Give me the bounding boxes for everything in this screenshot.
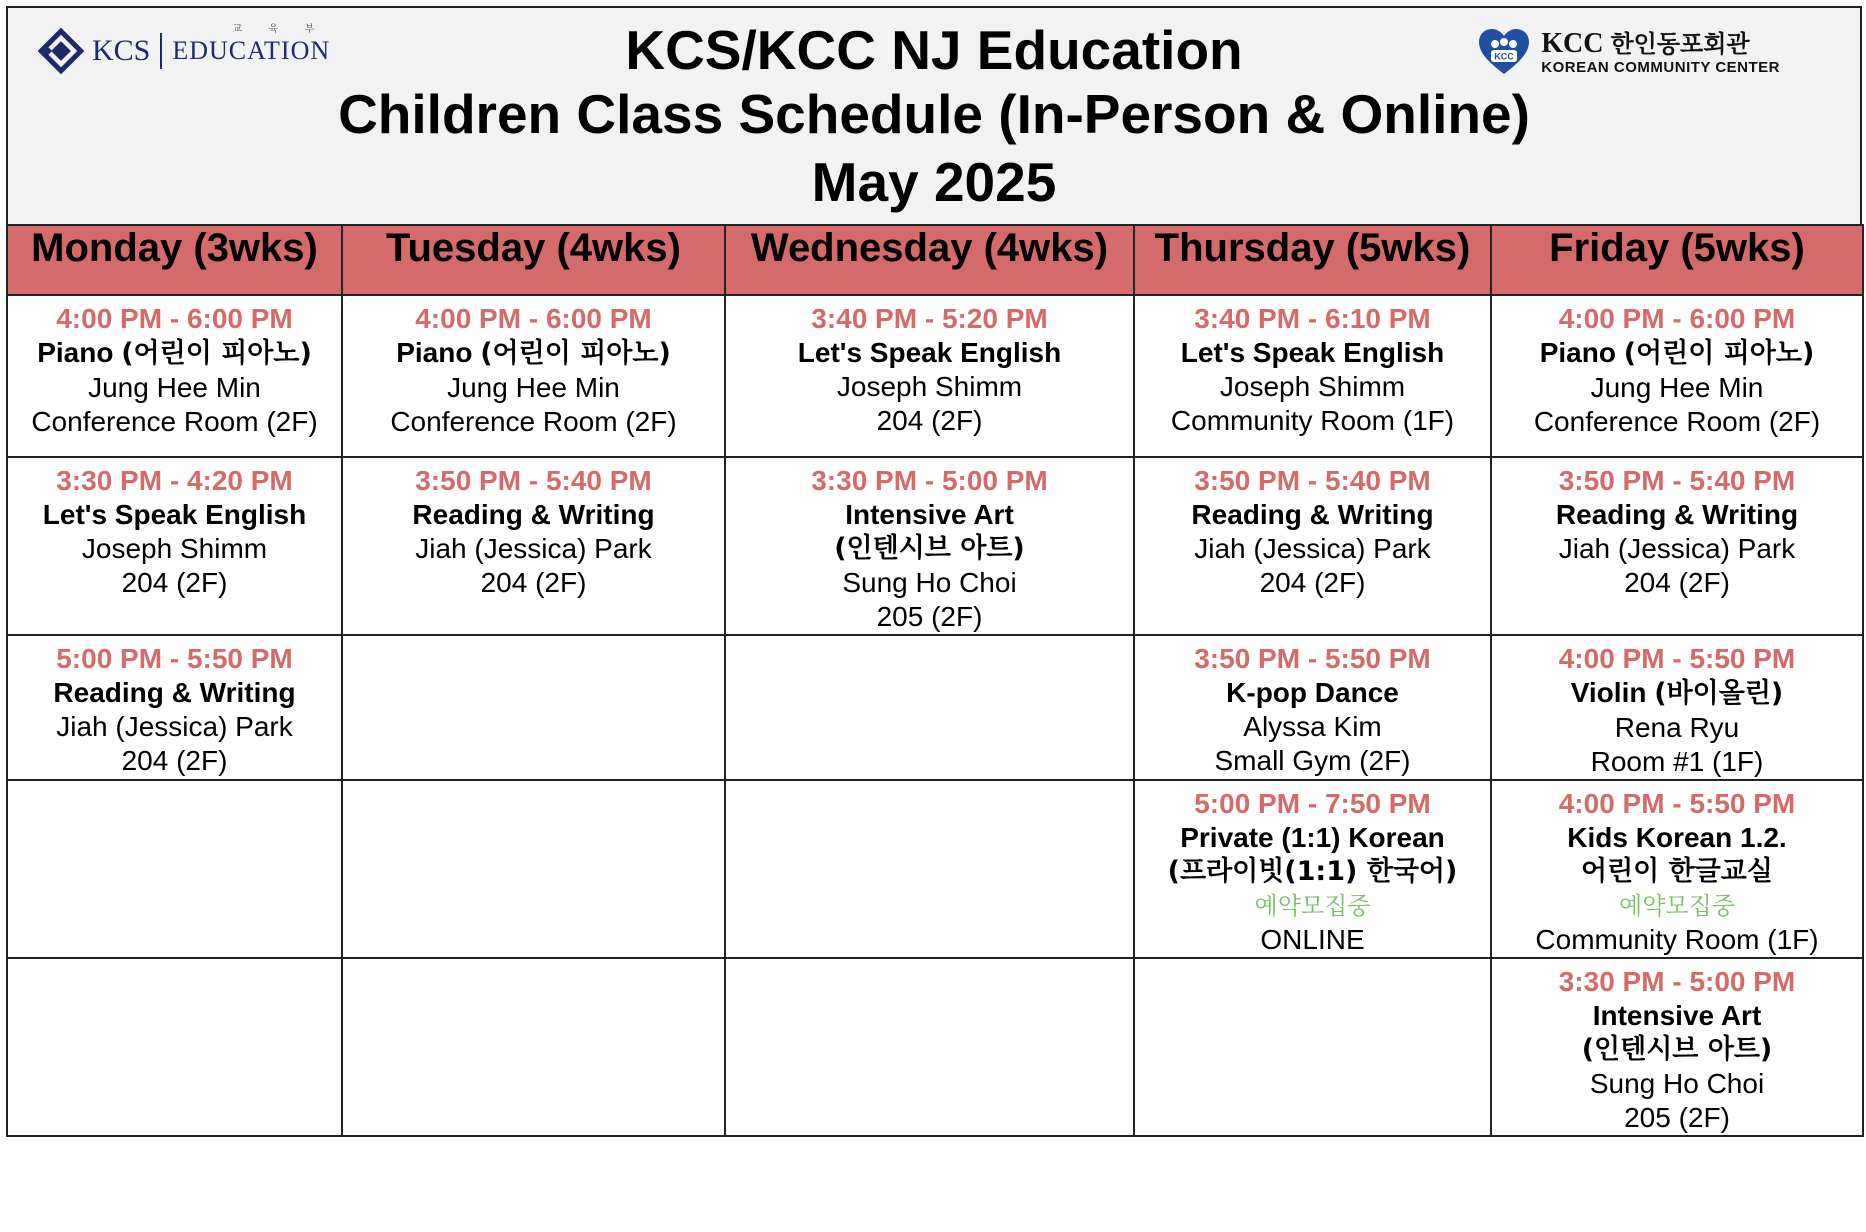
class-cell [725,457,1134,635]
class-teacher: Alyssa Kim [1243,711,1382,742]
class-time: 3:50 PM - 5:40 PM [1194,465,1431,496]
class-name: Piano [396,337,473,368]
class-time: 3:30 PM - 5:00 PM [811,465,1048,496]
class-room: 205 (2F) [876,601,983,632]
class-cell [342,457,725,635]
kcc-logo [1477,28,1780,76]
empty-cell [7,958,342,1136]
schedule-header [6,6,1862,224]
class-time: 3:30 PM - 4:20 PM [56,465,293,496]
class-time: 3:50 PM - 5:40 PM [415,465,652,496]
class-teacher: Joseph Shimm [836,371,1023,402]
class-room: Conference Room (2F) [31,406,318,437]
kcs-logo-small-korean: 교 육 부 [232,24,327,35]
class-title [343,498,724,532]
kcc-logo-text [1541,29,1780,76]
class-entry [1135,781,1490,957]
kcc-logo-hangul: 한인동포회관 [1610,29,1750,58]
class-room: Room #1 (1F) [1590,746,1764,777]
table-row [7,295,1863,457]
class-name: Piano [37,337,114,368]
class-name: Reading & Writing [412,499,655,530]
class-name-korean: (인텐시브 아트) [1581,1034,1773,1065]
class-entry [8,636,341,778]
class-name: K-pop Dance [1226,677,1399,708]
class-entry [1492,959,1862,1135]
class-title [1492,676,1862,711]
class-room: Conference Room (2F) [390,406,677,437]
empty-cell [725,958,1134,1136]
class-title [1135,498,1490,532]
class-title [1492,336,1862,371]
kcc-logo-subtitle: KOREAN COMMUNITY CENTER [1541,58,1780,76]
class-room: ONLINE [1260,924,1365,955]
class-title [726,336,1133,370]
class-time: 4:00 PM - 5:50 PM [1558,643,1796,674]
class-title [1492,999,1862,1033]
empty-cell [7,780,342,958]
class-time: 4:00 PM - 6:00 PM [1558,303,1796,334]
schedule-body [7,295,1863,1136]
table-row [7,457,1863,635]
class-entry [1492,458,1862,600]
class-teacher: Jung Hee Min [88,372,261,403]
class-room: 205 (2F) [1624,1102,1730,1133]
empty-cell [725,635,1134,780]
class-time: 5:00 PM - 5:50 PM [56,643,293,674]
class-entry [1492,636,1862,779]
class-name: Intensive Art [845,499,1014,530]
class-name: Kids Korean 1.2. [1567,822,1787,853]
class-teacher: Joseph Shimm [81,533,268,564]
class-entry [726,458,1133,634]
class-title [1492,498,1862,532]
class-title [8,498,341,532]
class-entry [1135,296,1490,438]
class-cell [1134,295,1491,457]
class-entry [1135,458,1490,600]
class-time: 4:00 PM - 6:00 PM [415,303,652,334]
class-title [8,336,341,371]
class-teacher: Jiah (Jessica) Park [1558,533,1796,564]
class-cell [7,295,342,457]
class-room: 204 (2F) [121,567,228,598]
class-room: 204 (2F) [876,405,983,436]
class-room: Community Room (1F) [1535,924,1819,955]
class-room: Conference Room (2F) [1533,406,1821,437]
class-name: Reading & Writing [1191,499,1434,530]
class-cell [1134,635,1491,780]
class-room: 204 (2F) [480,567,587,598]
day-header-tuesday: Tuesday (4wks) [342,225,725,295]
class-room: 204 (2F) [1259,567,1366,598]
class-entry [1135,636,1490,778]
class-teacher: Sung Ho Choi [1589,1068,1765,1099]
table-row [7,780,1863,958]
class-entry [8,458,341,600]
class-room: 204 (2F) [1624,567,1730,598]
class-name: Let's Speak English [797,337,1062,368]
class-name: Reading & Writing [1555,499,1799,530]
class-room: Small Gym (2F) [1214,745,1411,776]
class-title [8,676,341,710]
day-header-wednesday: Wednesday (4wks) [725,225,1134,295]
class-teacher: Jung Hee Min [447,372,620,403]
class-title [1135,821,1490,855]
class-time: 3:40 PM - 5:20 PM [811,303,1048,334]
class-title [343,336,724,371]
class-name: Let's Speak English [1180,337,1445,368]
class-name: Private (1:1) Korean [1180,822,1445,853]
class-entry [343,296,724,439]
class-title [726,498,1133,532]
empty-cell [1134,958,1491,1136]
title-month: May 2025 [811,151,1057,213]
class-name-korean: (바이올린) [1654,678,1784,709]
day-header-friday: Friday (5wks) [1491,225,1863,295]
class-teacher: Sung Ho Choi [842,567,1017,598]
empty-cell [725,780,1134,958]
class-entry [343,458,724,600]
class-name-korean: (프라이빗(1:1) 한국어) [1167,856,1458,887]
reservation-notice: 예약모집중 [1619,892,1735,920]
kcc-heart-logo-icon [1477,28,1531,76]
class-entry [8,296,341,439]
class-teacher: Jiah (Jessica) Park [415,533,652,564]
class-cell [1491,958,1863,1136]
class-teacher: Jung Hee Min [1590,372,1764,403]
class-name: Reading & Writing [53,677,296,708]
table-row [7,635,1863,780]
class-name-korean: (어린이 피아노) [121,338,312,369]
class-name: Piano [1539,337,1616,368]
class-teacher: Jiah (Jessica) Park [1194,533,1431,564]
class-time: 4:00 PM - 5:50 PM [1558,788,1796,819]
day-header-thursday: Thursday (5wks) [1134,225,1491,295]
class-cell [1491,295,1863,457]
class-name: Intensive Art [1592,1000,1762,1031]
class-cell [342,295,725,457]
kcs-logo-education: EDUCATION [172,36,331,65]
class-name: Let's Speak English [42,499,307,530]
class-name-korean: (인텐시브 아트) [834,533,1025,564]
class-room: Community Room (1F) [1170,405,1455,436]
class-title [1135,336,1490,370]
class-time: 4:00 PM - 6:00 PM [56,303,293,334]
class-name-korean: (어린이 피아노) [1623,338,1815,369]
class-title [1492,821,1862,855]
class-cell [1491,457,1863,635]
class-entry [1492,296,1862,439]
class-teacher: Joseph Shimm [1219,371,1406,402]
title-line-1: KCS/KCC NJ Education [625,19,1243,81]
class-entry [1492,781,1862,957]
class-teacher: Jiah (Jessica) Park [56,711,293,742]
empty-cell [342,958,725,1136]
day-header-row [7,225,1863,295]
reservation-notice: 예약모집중 [1254,892,1371,920]
class-cell [1491,635,1863,780]
svg-text:KCC: KCC [1494,51,1515,62]
class-room: 204 (2F) [121,745,228,776]
class-name-korean: 어린이 한글교실 [1581,856,1773,887]
class-time: 5:00 PM - 7:50 PM [1194,788,1431,819]
class-teacher: Rena Ryu [1614,712,1740,743]
day-header-monday: Monday (3wks) [7,225,342,295]
class-entry [726,296,1133,438]
class-time: 3:40 PM - 6:10 PM [1194,303,1431,334]
class-name: Violin [1570,677,1647,708]
class-time: 3:50 PM - 5:40 PM [1558,465,1796,496]
class-name-korean: (어린이 피아노) [480,338,671,369]
title-line-2: Children Class Schedule (In-Person & Online) [338,83,1530,145]
class-cell [1134,457,1491,635]
kcc-logo-main: KCC [1541,27,1604,59]
schedule-table [6,224,1864,1137]
table-row [7,958,1863,1136]
class-cell [1134,780,1491,958]
kcs-logo-text: KCS [92,34,151,67]
class-time: 3:50 PM - 5:50 PM [1194,643,1431,674]
class-cell [7,457,342,635]
class-title [1135,676,1490,710]
class-cell [725,295,1134,457]
class-time: 3:30 PM - 5:00 PM [1558,966,1796,997]
empty-cell [342,780,725,958]
class-cell [7,635,342,780]
class-cell [1491,780,1863,958]
empty-cell [342,635,725,780]
